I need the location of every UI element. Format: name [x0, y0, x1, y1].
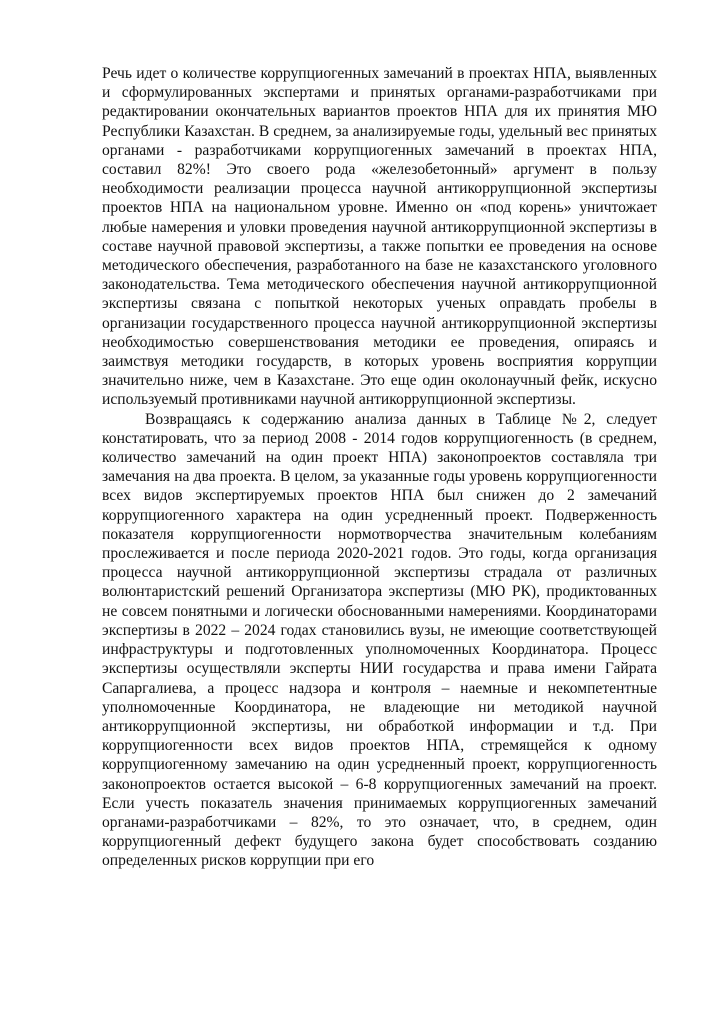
document-page: [102, 64, 657, 871]
paragraph-1: Речь идет о количестве коррупциогенных замечаний в проектах НПА, выявленных и сформулированных экспертами и принятых органами-разработчиками при редактировании окончательных вариантов проектов НПА для их принятия МЮ Республики Казахстан. В среднем, за анализируемые годы, удельный вес принятых органами - разработчиками коррупциогенных замечаний в проектах НПА, составил 82%! Это своего рода «железобетонный» аргумент в пользу необходимости реализации процесса научной антикоррупционной экспертизы проектов НПА на национальном уровне. Именно он «под корень» уничтожает любые намерения и уловки проведения научной антикоррупционной экспертизы в составе научной правовой экспертизы, а также попытки ее проведения на основе методического обеспечения, разработанного на базе не казахстанского уголовного законодательства. Тема методического обеспечения научной антикоррупционной экспертизы связана с попыткой некоторых ученых оправдать пробелы в организации государственного процесса научной антикоррупционной экспертизы необходимостью совершенствования методики ее проведения, опираясь и заимствуя методики государств, в которых уровень восприятия коррупции значительно ниже, чем в Казахстане. Это еще один околонаучный фейк, искусно используемый противниками научной антикоррупционной экспертизы.: [102, 65, 657, 409]
paragraph-2: Возвращаясь к содержанию анализа данных в Таблице №2, следует констатировать, что за период 2008 - 2014 годов коррупциогенность (в среднем, количество замечаний на один проект НПА) законопроектов составляла три замечания на два проекта. В целом, за указанные годы уровень коррупциогенности всех видов экспертируемых проектов НПА был снижен до 2 замечаний коррупциогенного характера на один усредненный проект. Подверженность показателя коррупциогенности нормотворчества значительным колебаниям прослеживается и после периода 2020-2021 годов. Это годы, когда организация процесса научной антикоррупционной экспертизы страдала от различных волюнтаристский решений Организатора экспертизы (МЮ РК), продиктованных не совсем понятными и логически обоснованными намерениями. Координаторами экспертизы в 2022 – 2024 годах становились вузы, не имеющие соответствующей инфраструктуры и подготовленных уполномоченных Координатора. Процесс экспертизы осуществляли эксперты НИИ государства и права имени Гайрата Сапаргалиева, а процесс надзора и контроля – наемные и некомпетентные уполномоченные Координатора, не владеющие ни методикой научной антикоррупционной экспертизы, ни обработкой информации и т.д. При коррупциогенности всех видов проектов НПА, стремящейся к одному коррупциогенному замечанию на один усредненный проект, коррупциогенность законопроектов остается высокой – 6-8 коррупциогенных замечаний на проект. Если учесть показатель значения принимаемых коррупциогенных замечаний органами-разработчиками – 82%, то это означает, что, в среднем, один коррупциогенный дефект будущего закона будет способствовать созданию определенных рисков коррупции при его: [102, 410, 657, 870]
